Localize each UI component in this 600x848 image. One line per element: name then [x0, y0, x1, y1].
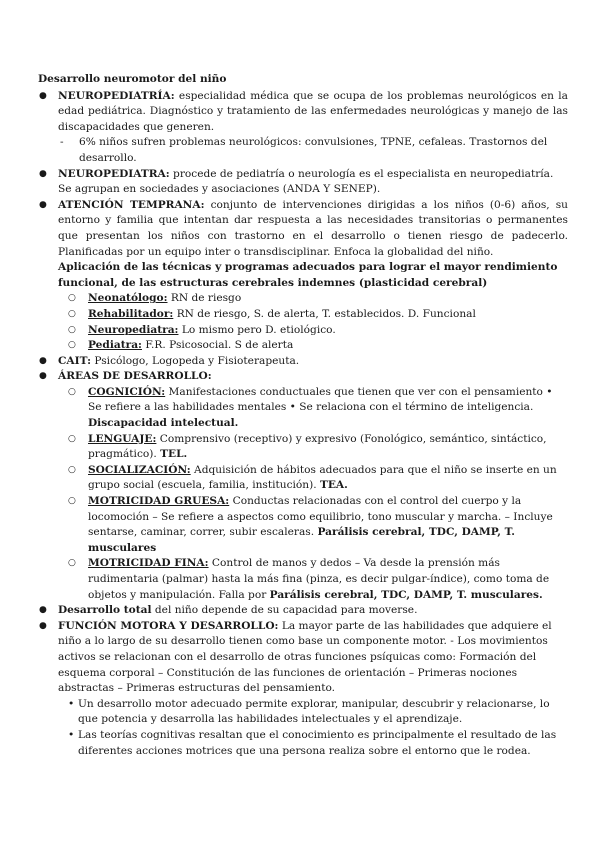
- circle-bullet-icon: ○: [68, 496, 76, 507]
- aplicacion-text: Aplicación de las técnicas y programas adecuados para lograr el mayor rendimiento funcional, de las estructuras cerebrales indemnes (plasticidad cerebral): [58, 261, 558, 289]
- area-item: [38, 494, 568, 556]
- role-item: [38, 323, 568, 339]
- item-cait: [38, 354, 568, 370]
- area-item: [38, 556, 568, 603]
- area-tail: Parálisis cerebral, TDC, DAMP, T. musculares.: [269, 588, 543, 601]
- area-term: MOTRICIDAD FINA:: [88, 557, 209, 570]
- role-term: Pediatra:: [88, 339, 142, 352]
- area-item: [38, 463, 568, 494]
- term-areas: ÁREAS DE DESARROLLO:: [58, 370, 212, 383]
- text-atencion-temprana: conjunto de intervenciones dirigidas a los niños (0-6) años, su entorno y familia que intentan dar respuesta a las necesidades transitorias o permanentes que presentan los niños con trastorno en el desarrollo o tienen riesgo de padecerlo. Planificadas por un equipo inter o transdisciplinar. Enfoca la globalidad del niño.: [58, 198, 568, 258]
- area-tail: Parálisis cerebral, TDC, DAMP, T. musculares: [88, 526, 515, 554]
- item-neuropediatria: [38, 89, 568, 136]
- area-text: Conductas relacionadas con el control del cuerpo y la locomoción – Se refiere a aspectos como equilibrio, tono muscular y marcha. – Incluye sentarse, caminar, correr, subir escaleras.: [88, 495, 553, 539]
- small-bullet-icon: •: [68, 697, 75, 710]
- role-term: Rehabilitador:: [88, 307, 174, 320]
- area-term: SOCIALIZACIÓN:: [88, 463, 191, 476]
- item-neuropediatra: [38, 167, 568, 198]
- role-text: RN de riesgo, S. de alerta, T. establecidos. D. Funcional: [173, 307, 476, 320]
- term-atencion-temprana: ATENCIÓN TEMPRANA:: [58, 198, 205, 211]
- text-neuropediatria: especialidad médica que se ocupa de los problemas neurológicos en la edad pediátrica. Diagnóstico y tratamiento de las enfermedades neurológicas y manejo de las discapacidades que generen.: [58, 89, 568, 133]
- area-text: Comprensivo (receptivo) y expresivo (Fonológico, semántico, sintáctico, pragmático).: [88, 432, 547, 461]
- item-atencion-temprana: [38, 198, 568, 260]
- small-bullet-icon: •: [68, 728, 75, 741]
- bullet-icon: ●: [39, 371, 47, 382]
- role-item: [38, 307, 568, 323]
- funcion-bullet: [38, 697, 568, 728]
- bullet-icon: ●: [39, 605, 47, 616]
- area-tail: Discapacidad intelectual.: [88, 417, 239, 430]
- text-funcion-motora: La mayor parte de las habilidades que adquiere el niño a lo largo de su desarrollo tienen como base un componente motor. - Los movimientos activos se relacionan con el desarrollo de otras funciones psíquicas como: Formación del esquema corporal – Constitución de las funciones de orientación – Primeras nociones abstractas – Primeras estructuras del pensamiento.: [58, 619, 552, 695]
- circle-bullet-icon: ○: [68, 340, 76, 351]
- circle-bullet-icon: ○: [68, 293, 76, 304]
- area-item: [38, 385, 568, 432]
- text-cait: Psicólogo, Logopeda y Fisioterapeuta.: [91, 354, 300, 367]
- funcion-bullet-text: Un desarrollo motor adecuado permite explorar, manipular, descubrir y relacionarse, lo que potencia y desarrolla las habilidades intelectuales y el aprendizaje.: [78, 697, 550, 726]
- funcion-bullet-text: Las teorías cognitivas resaltan que el conocimiento es principalmente el resultado de las diferentes acciones motrices que una persona realiza sobre el entorno que le rodea.: [78, 728, 557, 757]
- role-text: F.R. Psicosocial. S de alerta: [141, 339, 294, 352]
- term-neuropediatra: NEUROPEDIATRA:: [58, 167, 170, 180]
- funcion-bullet: [38, 728, 568, 759]
- circle-bullet-icon: ○: [68, 386, 76, 397]
- role-text: Lo mismo pero D. etiológico.: [178, 323, 336, 336]
- role-term: Neonatólogo:: [88, 292, 168, 305]
- circle-bullet-icon: ○: [68, 558, 76, 569]
- subitem-text: 6% niños sufren problemas neurológicos: convulsiones, TPNE, cefaleas. Trastornos del desarrollo.: [79, 136, 548, 164]
- role-text: RN de riesgo: [167, 292, 242, 305]
- document-body: [38, 72, 568, 759]
- document-title: Desarrollo neuromotor del niño: [38, 73, 227, 85]
- bullet-icon: ●: [39, 355, 47, 366]
- circle-bullet-icon: ○: [68, 324, 76, 335]
- area-text: Manifestaciones conductuales que tienen que ver con el pensamiento • Se refiere a las habilidades mentales • Se relaciona con el término de inteligencia.: [88, 385, 553, 414]
- area-item: [38, 432, 568, 463]
- area-text: Adquisición de hábitos adecuados para que el niño se inserte en un grupo social (escuela, familia, institución).: [88, 463, 557, 492]
- bullet-icon: ●: [39, 90, 47, 101]
- area-term: LENGUAJE:: [88, 432, 157, 445]
- bullet-icon: ●: [39, 168, 47, 179]
- text-desarrollo-total: del niño depende de su capacidad para moverse.: [151, 604, 418, 617]
- text-neuropediatra: procede de pediatría o neurología es el especialista en neuropediatría. Se agrupan en sociedades y asociaciones (ANDA Y SENEP).: [58, 167, 554, 196]
- area-tail: TEA.: [319, 479, 348, 492]
- area-term: MOTRICIDAD GRUESA:: [88, 495, 230, 508]
- role-item: [38, 291, 568, 307]
- item-desarrollo-total: [38, 603, 568, 619]
- area-term: COGNICIÓN:: [88, 385, 166, 398]
- role-item: [38, 338, 568, 354]
- subitem-neuropediatria: [38, 135, 568, 166]
- circle-bullet-icon: ○: [68, 308, 76, 319]
- area-tail: TEL.: [160, 448, 188, 461]
- term-neuropediatria: NEUROPEDIATRÍA:: [58, 89, 175, 102]
- term-funcion-motora: FUNCIÓN MOTORA Y DESARROLLO:: [58, 619, 279, 632]
- area-text: Control de manos y dedos – Va desde la prensión más rudimentaria (palmar) hasta la más fina (pinza, es decir pulgar-índice), como toma de objetos y manipulación. Falla por: [88, 557, 550, 601]
- bullet-icon: ●: [39, 199, 47, 210]
- circle-bullet-icon: ○: [68, 433, 76, 444]
- term-cait: CAIT:: [58, 354, 92, 367]
- dash-icon: -: [60, 136, 64, 149]
- circle-bullet-icon: ○: [68, 464, 76, 475]
- bullet-icon: ●: [39, 620, 47, 631]
- item-areas: [38, 369, 568, 385]
- term-desarrollo-total: Desarrollo total: [58, 604, 152, 617]
- role-term: Neuropediatra:: [88, 323, 179, 336]
- item-funcion-motora: [38, 619, 568, 697]
